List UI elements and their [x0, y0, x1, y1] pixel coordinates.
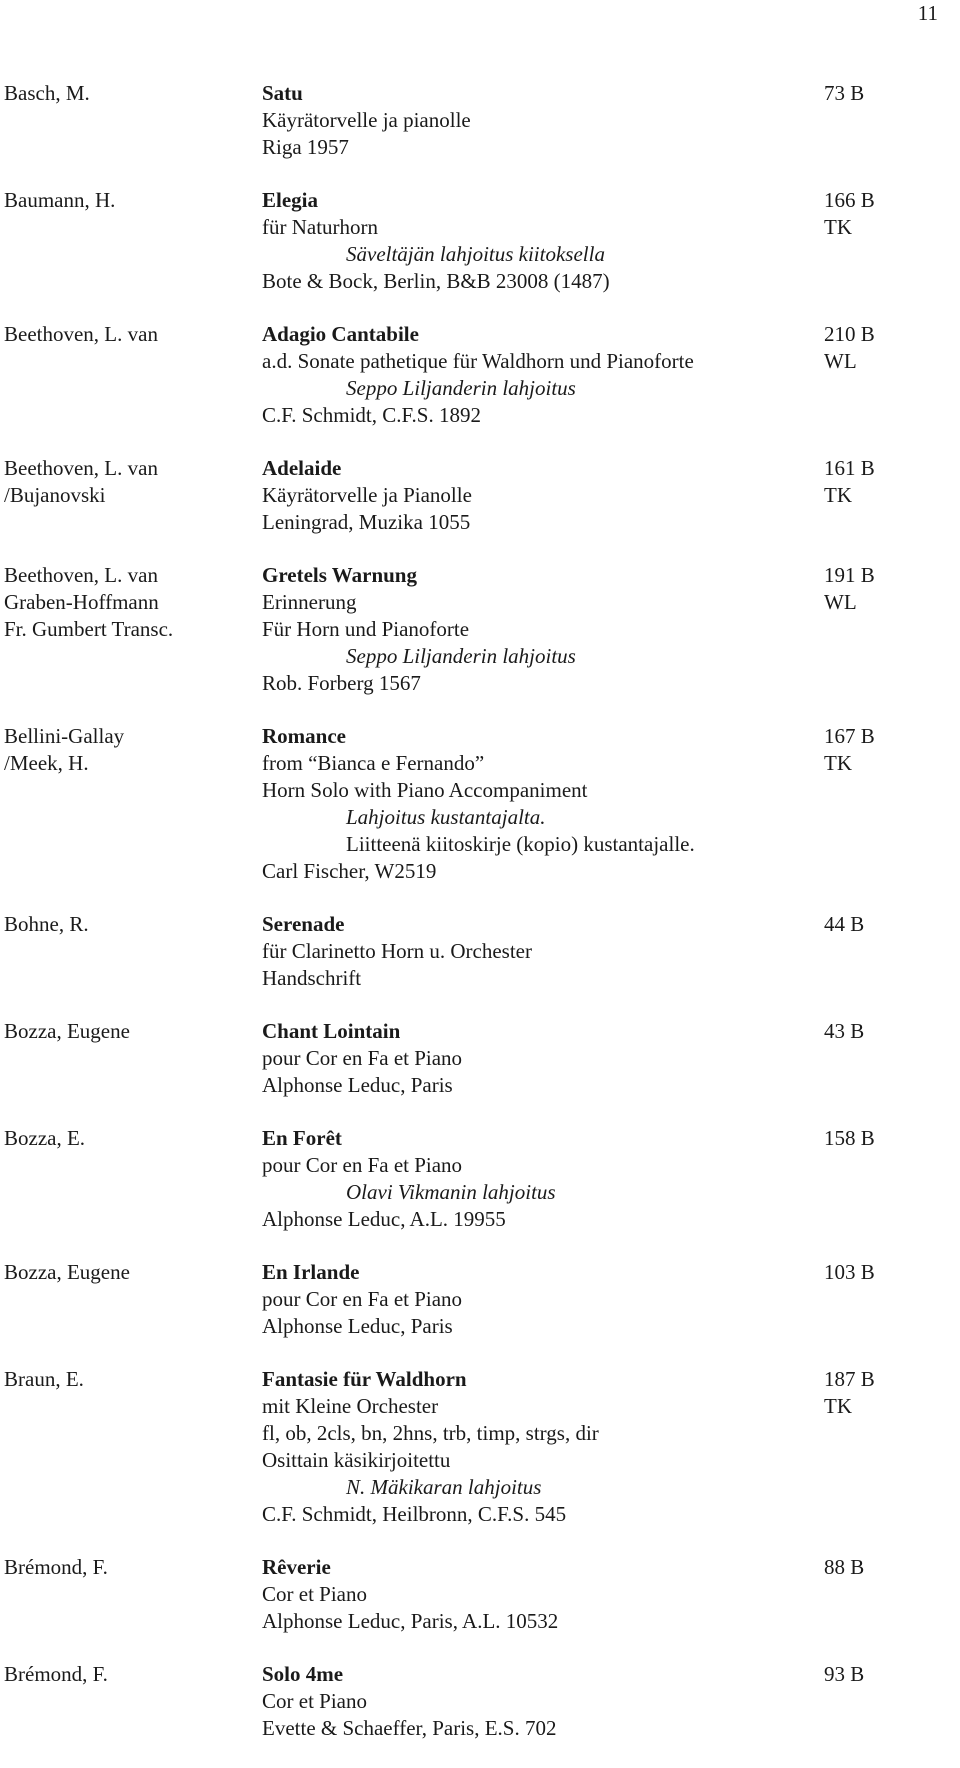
work-detail-line: Alphonse Leduc, A.L. 19955: [262, 1207, 506, 1231]
work-detail-line: Käyrätorvelle ja Pianolle: [262, 483, 472, 507]
work-details: [262, 1259, 842, 1340]
work-detail-line: Alphonse Leduc, Paris: [262, 1073, 453, 1097]
catalog-number: 103 B: [824, 1260, 875, 1284]
catalog-number: 187 B: [824, 1367, 875, 1391]
catalog-number: 166 B: [824, 188, 875, 212]
catalog-number: 88 B: [824, 1555, 865, 1579]
composer-column: [4, 80, 254, 107]
work-detail-line: Erinnerung: [262, 590, 357, 614]
catalog-entry: [4, 562, 944, 697]
composer-column: [4, 1554, 254, 1581]
donation-note: Seppo Liljanderin lahjoitus: [346, 644, 576, 668]
work-detail-line: C.F. Schmidt, C.F.S. 1892: [262, 403, 481, 427]
catalog-number: 210 B: [824, 322, 875, 346]
work-detail-line: Carl Fischer, W2519: [262, 859, 437, 883]
catalog-number: 44 B: [824, 912, 865, 936]
catalog-number: 161 B: [824, 456, 875, 480]
catalog-code-column: [824, 1366, 914, 1420]
donation-note: Olavi Vikmanin lahjoitus: [346, 1180, 556, 1204]
work-detail-line: für Naturhorn: [262, 215, 379, 239]
work-details: [262, 911, 842, 992]
catalog-code-column: [824, 1259, 914, 1286]
work-detail-line: Evette & Schaeffer, Paris, E.S. 702: [262, 1716, 557, 1740]
donation-note: N. Mäkikaran lahjoitus: [346, 1475, 542, 1499]
work-detail-line: Horn Solo with Piano Accompaniment: [262, 778, 588, 802]
work-details: [262, 1661, 842, 1742]
donation-note: Seppo Liljanderin lahjoitus: [346, 376, 576, 400]
composer-name: Brémond, F.: [4, 1555, 108, 1579]
location-code: WL: [824, 590, 857, 614]
location-code: TK: [824, 215, 852, 239]
composer-column: [4, 1018, 254, 1045]
composer-column: [4, 1366, 254, 1393]
work-details: [262, 1018, 842, 1099]
work-detail-line: Bote & Bock, Berlin, B&B 23008 (1487): [262, 269, 610, 293]
catalog-code-column: [824, 1661, 914, 1688]
catalog-entry: [4, 911, 944, 992]
work-details: [262, 1366, 842, 1528]
work-title: Romance: [262, 724, 346, 748]
work-detail-line: from “Bianca e Fernando”: [262, 751, 485, 775]
catalog-entries: [4, 80, 944, 1768]
work-title: Elegia: [262, 188, 318, 212]
catalog-number: 43 B: [824, 1019, 865, 1043]
composer-name: Fr. Gumbert Transc.: [4, 617, 174, 641]
composer-name: Graben-Hoffmann: [4, 590, 159, 614]
work-title: Adelaide: [262, 456, 342, 480]
work-details: [262, 723, 842, 885]
composer-name: Beethoven, L. van: [4, 563, 158, 587]
catalog-entry: [4, 723, 944, 885]
catalog-entry: [4, 1554, 944, 1635]
work-title: Solo 4me: [262, 1662, 344, 1686]
work-details: [262, 321, 842, 429]
work-title: Fantasie für Waldhorn: [262, 1367, 467, 1391]
composer-column: [4, 1661, 254, 1688]
catalog-code-column: [824, 1018, 914, 1045]
work-details: [262, 1125, 842, 1233]
composer-name: /Meek, H.: [4, 751, 89, 775]
catalog-number: 167 B: [824, 724, 875, 748]
composer-name: Bohne, R.: [4, 912, 89, 936]
work-title: Adagio Cantabile: [262, 322, 419, 346]
location-code: WL: [824, 349, 857, 373]
location-code: TK: [824, 1394, 852, 1418]
catalog-entry: [4, 1125, 944, 1233]
composer-name: Bellini-Gallay: [4, 724, 125, 748]
composer-name: Beethoven, L. van: [4, 322, 158, 346]
work-title: Chant Lointain: [262, 1019, 401, 1043]
donation-note: Lahjoitus kustantajalta.: [346, 805, 546, 829]
work-title: Rêverie: [262, 1555, 331, 1579]
catalog-number: 191 B: [824, 563, 875, 587]
location-code: TK: [824, 483, 852, 507]
donation-note: Säveltäjän lahjoitus kiitoksella: [346, 242, 605, 266]
catalog-entry: [4, 321, 944, 429]
work-details: [262, 1554, 842, 1635]
composer-column: [4, 1125, 254, 1152]
work-title: En Irlande: [262, 1260, 360, 1284]
catalog-number: 158 B: [824, 1126, 875, 1150]
catalog-code-column: [824, 562, 914, 616]
catalog-number: 93 B: [824, 1662, 865, 1686]
catalog-entry: [4, 1018, 944, 1099]
composer-column: [4, 911, 254, 938]
work-title: Gretels Warnung: [262, 563, 417, 587]
work-details: [262, 455, 842, 536]
work-detail-line: pour Cor en Fa et Piano: [262, 1153, 463, 1177]
composer-name: Bozza, E.: [4, 1126, 86, 1150]
catalog-entry: [4, 1259, 944, 1340]
location-code: TK: [824, 751, 852, 775]
catalog-code-column: [824, 187, 914, 241]
work-detail-line: Für Horn und Pianoforte: [262, 617, 470, 641]
work-detail-line: mit Kleine Orchester: [262, 1394, 439, 1418]
composer-name: Basch, M.: [4, 81, 90, 105]
catalog-code-column: [824, 1125, 914, 1152]
work-detail-line: fl, ob, 2cls, bn, 2hns, trb, timp, strgs, dir: [262, 1421, 599, 1445]
catalog-number: 73 B: [824, 81, 865, 105]
work-detail-line: Cor et Piano: [262, 1582, 367, 1606]
work-detail-line: für Clarinetto Horn u. Orchester: [262, 939, 532, 963]
composer-name: Brémond, F.: [4, 1662, 108, 1686]
composer-column: [4, 1259, 254, 1286]
catalog-entry: [4, 80, 944, 161]
work-detail-line: Käyrätorvelle ja pianolle: [262, 108, 471, 132]
work-title: Serenade: [262, 912, 345, 936]
work-detail-line: C.F. Schmidt, Heilbronn, C.F.S. 545: [262, 1502, 567, 1526]
work-detail-line: Alphonse Leduc, Paris, A.L. 10532: [262, 1609, 559, 1633]
composer-name: Bozza, Eugene: [4, 1019, 130, 1043]
page-number: 11: [917, 1, 938, 25]
work-detail-line: pour Cor en Fa et Piano: [262, 1046, 463, 1070]
composer-column: [4, 455, 254, 509]
composer-name: /Bujanovski: [4, 483, 106, 507]
catalog-entry: [4, 1366, 944, 1528]
work-details: [262, 80, 842, 161]
work-details: [262, 187, 842, 295]
work-detail-line: Cor et Piano: [262, 1689, 367, 1713]
catalog-entry: [4, 1661, 944, 1742]
catalog-code-column: [824, 911, 914, 938]
work-detail-line: Alphonse Leduc, Paris: [262, 1314, 453, 1338]
work-detail-line: a.d. Sonate pathetique für Waldhorn und Pianoforte: [262, 349, 694, 373]
catalog-code-column: [824, 80, 914, 107]
work-detail-line: Osittain käsikirjoitettu: [262, 1448, 451, 1472]
composer-column: [4, 723, 254, 777]
catalog-code-column: [824, 723, 914, 777]
composer-name: Bozza, Eugene: [4, 1260, 130, 1284]
work-detail-line: Riga 1957: [262, 135, 349, 159]
composer-column: [4, 321, 254, 348]
work-title: En Forêt: [262, 1126, 342, 1150]
catalog-code-column: [824, 455, 914, 509]
catalog-entry: [4, 187, 944, 295]
composer-column: [4, 562, 254, 643]
work-details: [262, 562, 842, 697]
composer-column: [4, 187, 254, 214]
composer-name: Baumann, H.: [4, 188, 116, 212]
catalog-code-column: [824, 1554, 914, 1581]
work-detail-line: Leningrad, Muzika 1055: [262, 510, 471, 534]
work-detail-line: Handschrift: [262, 966, 362, 990]
donation-note: Liitteenä kiitoskirje (kopio) kustantajalle.: [346, 832, 695, 856]
composer-name: Braun, E.: [4, 1367, 84, 1391]
work-title: Satu: [262, 81, 303, 105]
catalog-code-column: [824, 321, 914, 375]
work-detail-line: pour Cor en Fa et Piano: [262, 1287, 463, 1311]
composer-name: Beethoven, L. van: [4, 456, 158, 480]
work-detail-line: Rob. Forberg 1567: [262, 671, 421, 695]
catalog-entry: [4, 455, 944, 536]
